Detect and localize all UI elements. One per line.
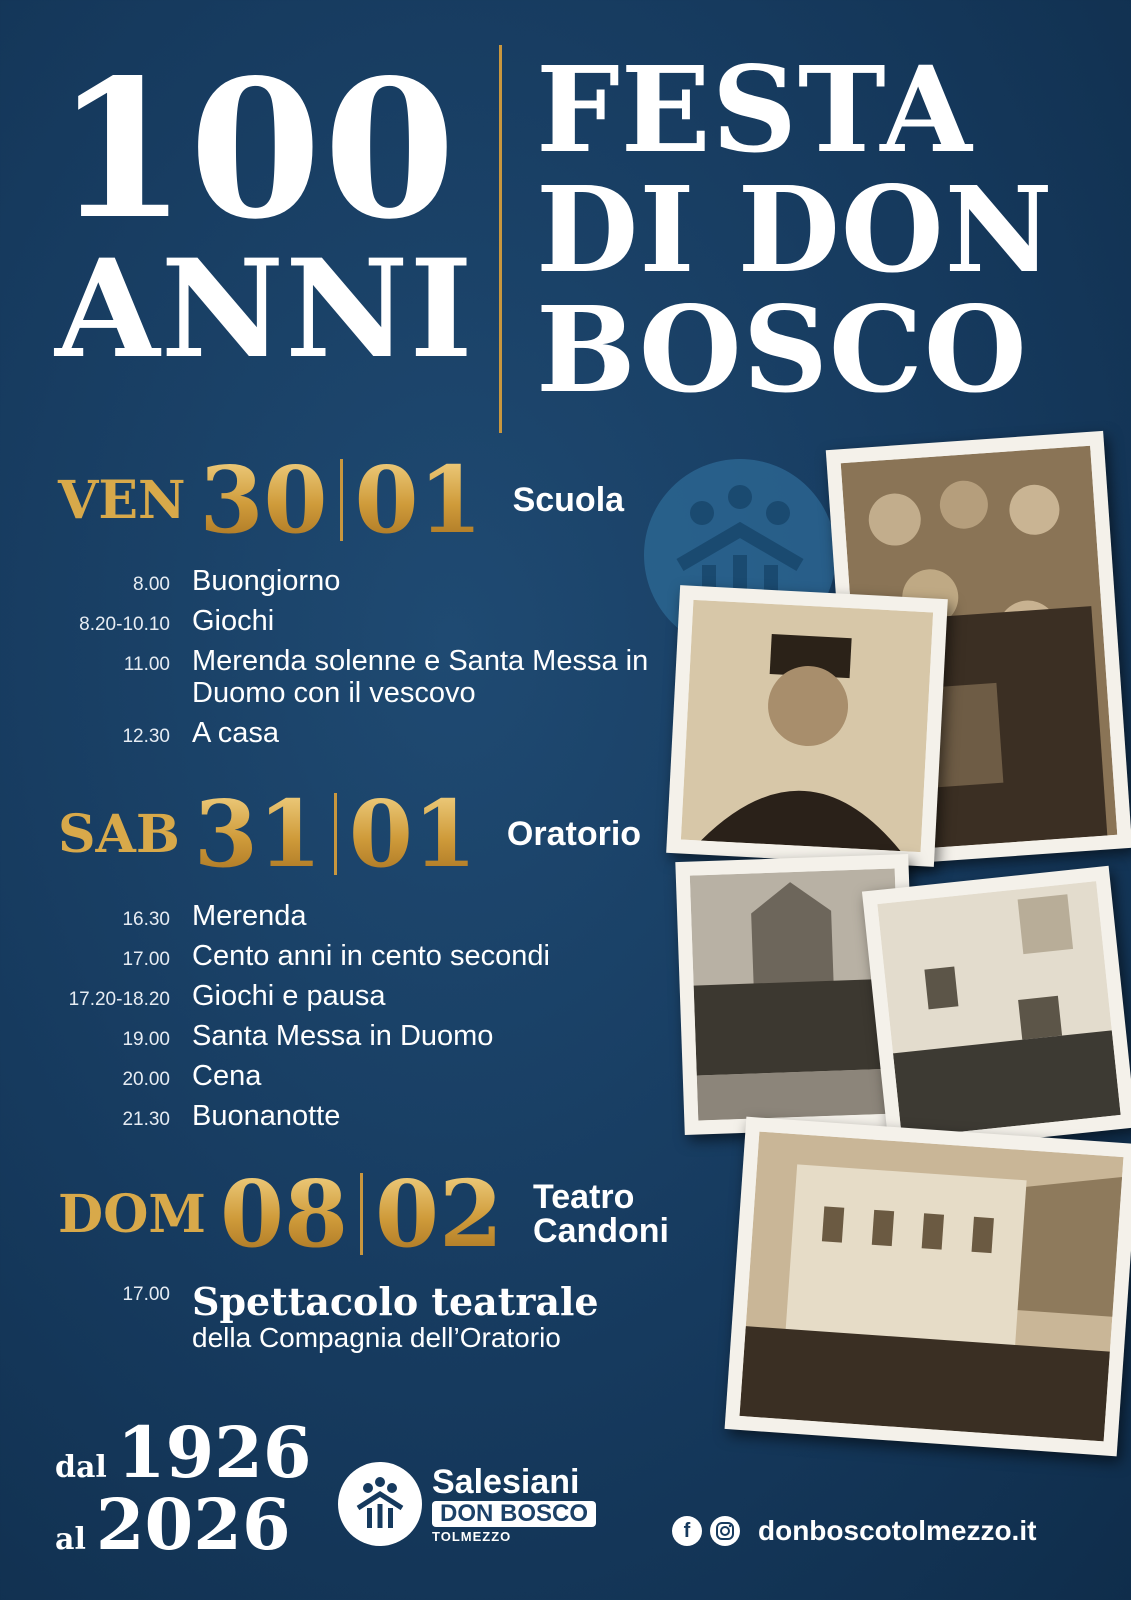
schedule-fri [40,565,682,749]
date-separator [340,459,343,541]
event-time: 19.00 [122,1029,170,1050]
day-date: 31 [193,780,322,888]
schedule-row [40,1020,550,1052]
event-title: Spettacolo teatrale [192,1279,599,1324]
event-label: Buonanotte [192,1100,341,1132]
schedule-row [40,645,682,709]
event-time: 8.20-10.10 [79,614,170,635]
event-label: Buongiorno [192,565,341,597]
date-separator [334,793,337,875]
salesiani-logo-icon [338,1462,422,1546]
event-label: Cena [192,1060,262,1092]
event-block [192,1279,599,1354]
year-start: 1926 [116,1411,312,1494]
salesiani-logo [338,1462,596,1546]
event-subtitle: della Compagnia dell’Oratorio [192,1322,561,1353]
place-line-2: Candoni [533,1212,669,1250]
photo-building-crowd [862,866,1131,1153]
event-label: Giochi e pausa [192,980,386,1012]
photo-building-image [877,881,1120,1138]
schedule-row [40,605,682,637]
event-label: Merenda [192,900,307,932]
title-100: 100 [55,38,458,261]
photo-teatro-image [740,1132,1124,1442]
date-separator [360,1173,363,1255]
day-dow: DOM [58,1183,206,1245]
photo-portrait-don-bosco [666,585,948,867]
event-label: Merenda solenne e Santa Messa in Duomo con il vescovo [192,645,649,709]
day-date: 08 [219,1160,348,1268]
event-time: 11.00 [123,654,170,675]
years-line-start [55,1411,312,1494]
years-block [55,1411,312,1566]
day-place: Oratorio [506,815,642,853]
title-bosco: BOSCO [536,280,1028,419]
day-month: 01 [354,446,483,554]
event-time: 8.00 [133,574,170,595]
logo-line-1: Salesiani [432,1463,580,1501]
event-time: 21.30 [122,1109,170,1130]
schedule-row [40,1279,599,1354]
photo-teatro-candoni [725,1117,1131,1457]
title-di-don: DI DON [536,160,1054,299]
year-end: 2026 [95,1483,291,1566]
day-dow: SAB [58,803,180,865]
dal-label: dal [55,1450,107,1485]
event-time: 17.00 [122,1284,170,1305]
schedule-row [40,717,682,749]
day-date: 30 [199,446,328,554]
logo-text [432,1465,596,1543]
instagram-icon[interactable] [710,1516,740,1546]
title-block-left [55,38,475,388]
place-line-1: Teatro [533,1178,635,1216]
logo-line-2: DON BOSCO [432,1501,596,1527]
al-label: al [55,1522,86,1557]
event-label: A casa [192,717,280,749]
schedule-sun [40,1279,599,1354]
years-line-end [55,1483,312,1566]
event-label: Santa Messa in Duomo [192,1020,494,1052]
event-time: 17.20-18.20 [68,989,170,1010]
photo-portrait-image [681,600,933,852]
day-place: Scuola [512,481,625,519]
day-month: 01 [348,780,477,888]
schedule-row [40,980,550,1012]
title-divider [499,45,502,433]
schedule-row [40,940,550,972]
website-link[interactable]: donboscotolmezzo.it [758,1515,1037,1546]
day-dow: VEN [58,469,186,531]
schedule-row [40,900,550,932]
title-festa: FESTA [536,40,973,179]
event-time: 16.30 [122,909,170,930]
day-month: 02 [374,1160,504,1268]
logo-line-3: TOLMEZZO [432,1529,512,1544]
title-anni: ANNI [55,229,474,388]
schedule-sat [40,900,550,1132]
facebook-icon[interactable]: f [672,1516,702,1546]
event-label: Cento anni in cento secondi [192,940,550,972]
event-time: 20.00 [122,1069,170,1090]
day-place [533,1180,669,1248]
day-header-fri [58,446,625,554]
schedule-row [40,1100,550,1132]
title-block-right [536,40,1116,419]
social-links [672,1515,1036,1547]
event-time: 12.30 [122,726,170,747]
day-header-sat [58,780,642,888]
event-label: Giochi [192,605,275,637]
event-time: 17.00 [122,949,170,970]
schedule-row [40,1060,550,1092]
day-header-sun [58,1160,669,1268]
schedule-row [40,565,682,597]
